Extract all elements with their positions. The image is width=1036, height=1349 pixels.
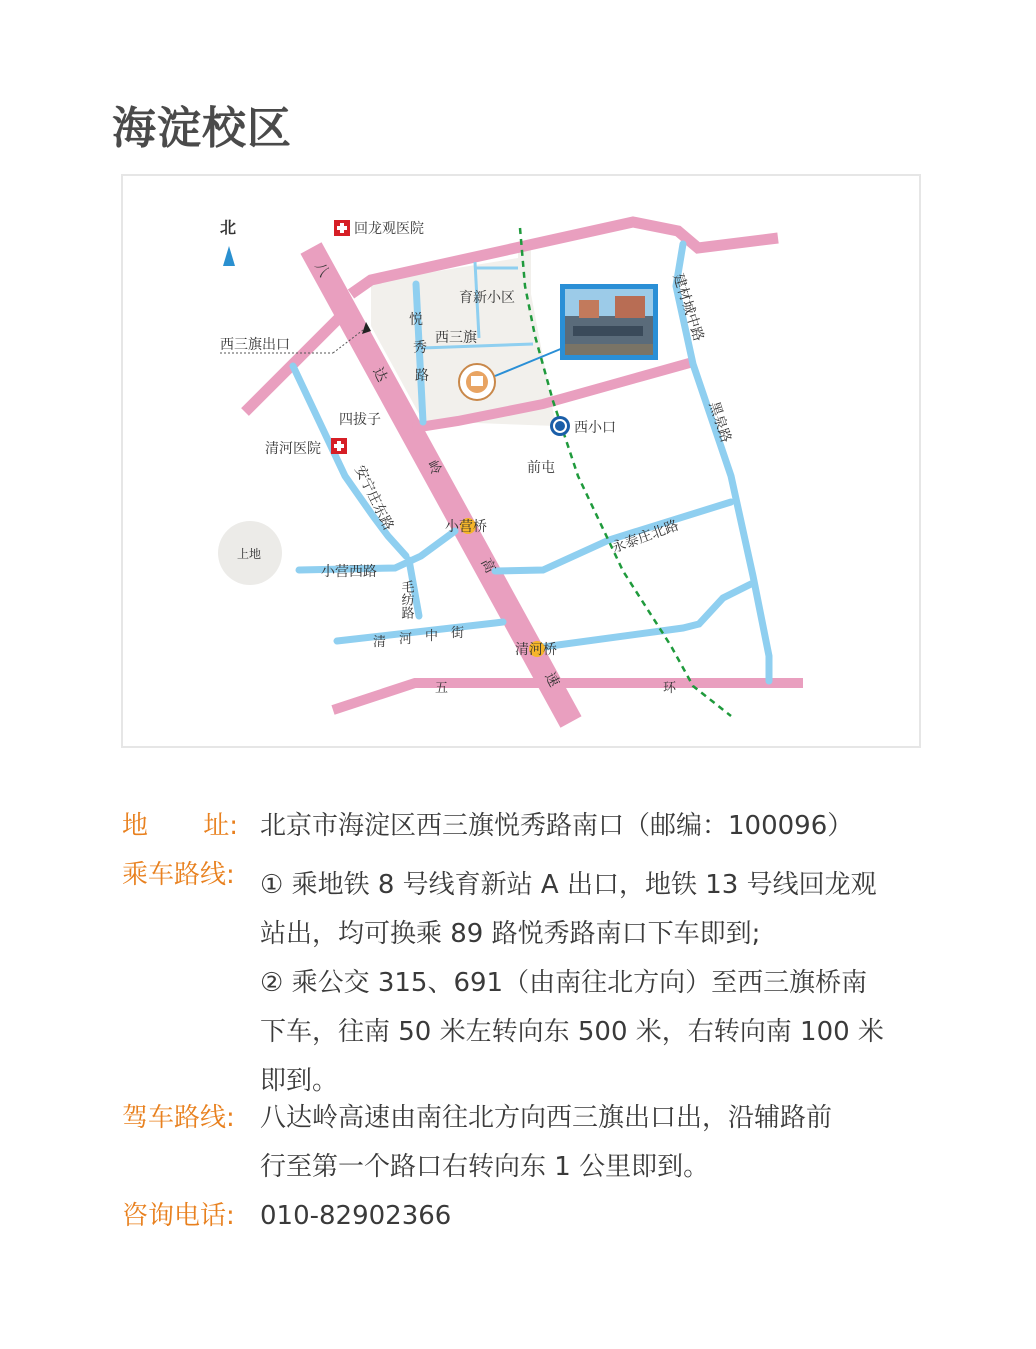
phone-row xyxy=(122,1192,922,1241)
label-yuexiu-3: 路 xyxy=(415,368,429,384)
label-shangdi: 上地 xyxy=(237,547,262,561)
label-yuexiu-1: 悦 xyxy=(409,312,423,328)
address-row xyxy=(122,802,922,851)
label-wuhuan-2: 环 xyxy=(663,681,677,696)
label-qinghe-hospital: 清河医院 xyxy=(265,441,321,457)
driving-label: 驾车路线: xyxy=(122,1103,235,1133)
label-sibazi: 四拔子 xyxy=(339,412,381,428)
label-maofang-road: 毛纺路 xyxy=(398,580,414,619)
qinghe-east-road xyxy=(543,584,751,647)
campus-map[interactable] xyxy=(121,174,921,748)
label-badaling-3: 岭 xyxy=(423,457,445,478)
driving-line: 八达岭高速由南往北方向西三旗出口出，沿辅路前 xyxy=(260,1103,833,1133)
driving-row xyxy=(122,1094,922,1192)
label-qinghezhong-4: 街 xyxy=(451,626,465,641)
transit-line: 站出，均可换乘 89 路悦秀路南口下车即到; xyxy=(260,919,761,949)
label-xiaoying-bridge: 小营桥 xyxy=(445,519,487,535)
label-anningzhuang-road: 安宁庄东路 xyxy=(351,463,397,534)
label-badaling-5: 速 xyxy=(541,669,563,690)
north-label: 北 xyxy=(220,218,237,237)
transit-line: 下车，往南 50 米左转向东 500 米，右转向南 100 米 xyxy=(260,1017,884,1047)
map-canvas xyxy=(123,176,919,746)
transit-line: ② 乘公交 315、691（由南往北方向）至西三旗桥南 xyxy=(260,968,868,998)
label-xisanqi-exit: 西三旗出口 xyxy=(220,337,290,353)
hospital-icon xyxy=(331,438,347,454)
driving-line: 行至第一个路口右转向东 1 公里即到。 xyxy=(260,1152,710,1182)
label-badaling-4: 高 xyxy=(477,555,499,576)
transit-row xyxy=(122,861,922,1106)
phone-label: 咨询电话: xyxy=(122,1201,235,1231)
qinghezhong-street xyxy=(337,622,503,641)
label-badaling-1: 八 xyxy=(311,259,333,280)
north-arrow-icon xyxy=(223,246,235,266)
campus-info xyxy=(122,802,922,1241)
page-title: 海淀校区 xyxy=(112,103,292,154)
address-label: 地 址: xyxy=(122,811,238,841)
label-qinghezhong-2: 河 xyxy=(399,632,413,647)
phone-number[interactable]: 010-82902366 xyxy=(260,1201,452,1231)
label-huilongguan-hospital: 回龙观医院 xyxy=(354,221,424,237)
label-qinghe-bridge: 清河桥 xyxy=(515,642,557,658)
label-qinghezhong-3: 中 xyxy=(425,629,439,644)
label-jiancaicheng-road: 建材城中路 xyxy=(669,271,707,344)
label-heiquan-road: 黑泉路 xyxy=(705,399,734,445)
transit-line: 即到。 xyxy=(260,1066,339,1096)
hospital-icon xyxy=(334,220,350,236)
label-wuhuan-1: 五 xyxy=(435,681,449,696)
label-xixiaokou: 西小口 xyxy=(574,420,616,436)
label-qinghezhong-1: 清 xyxy=(373,635,387,650)
address-value: 北京市海淀区西三旗悦秀路南口（邮编：100096） xyxy=(260,811,854,841)
label-badaling-2: 达 xyxy=(369,364,391,385)
transit-content xyxy=(260,861,922,1106)
yongtaizhuang-road xyxy=(495,502,731,571)
label-xisanqi: 西三旗 xyxy=(435,330,477,346)
driving-content xyxy=(260,1094,922,1192)
label-yongtaizhuang-road: 永泰庄北路 xyxy=(609,517,681,557)
label-qiantun: 前屯 xyxy=(527,460,555,476)
label-yuxin: 育新小区 xyxy=(459,290,515,306)
transit-label: 乘车路线: xyxy=(122,860,235,890)
label-yuexiu-2: 秀 xyxy=(413,340,427,356)
label-xiaoyingxi-road: 小营西路 xyxy=(321,564,377,580)
transit-line: ① 乘地铁 8 号线育新站 A 出口，地铁 13 号线回龙观 xyxy=(260,870,877,900)
campus-photo xyxy=(560,284,658,360)
